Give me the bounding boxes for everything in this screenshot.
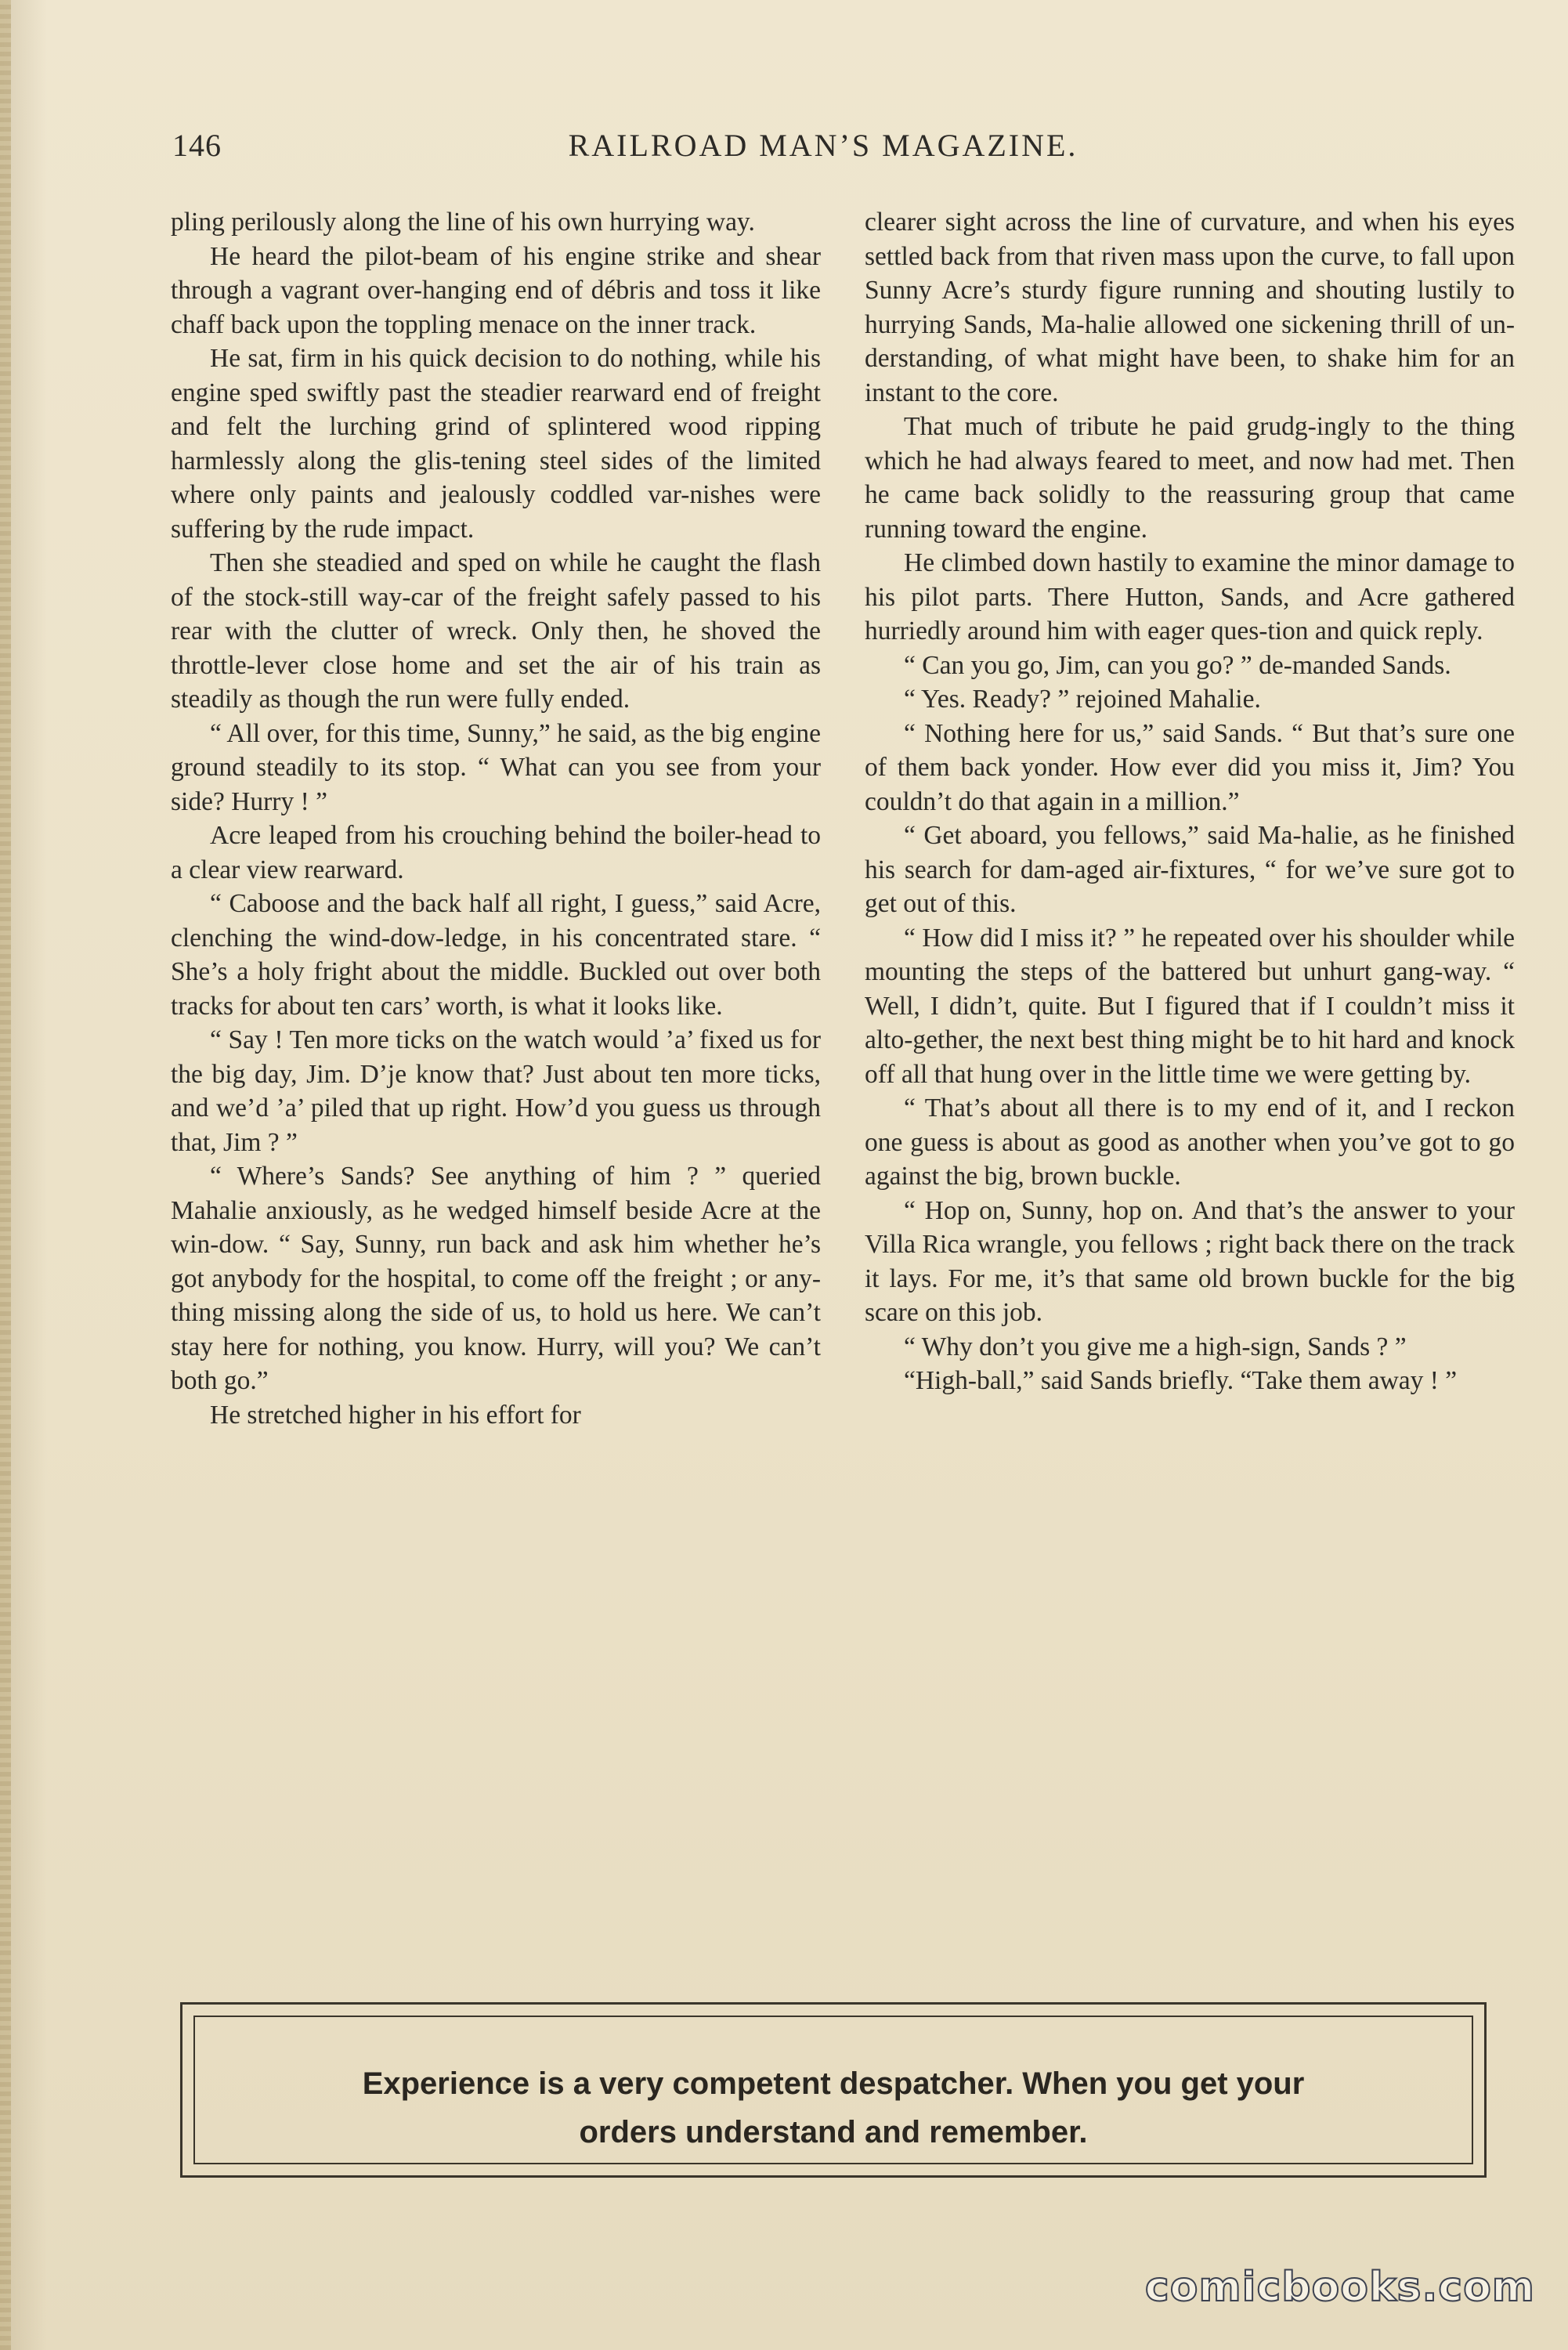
paragraph: “ Can you go, Jim, can you go? ” de-manded Sands. bbox=[904, 650, 1451, 680]
notice-inner-border bbox=[193, 2016, 1473, 2164]
binding-edge bbox=[0, 0, 11, 2350]
paragraph: “ All over, for this time, Sunny,” he said, as the big engine ground steadily to its stop. “ What can you see from your side? Hurry ! ” bbox=[171, 718, 821, 816]
notice-text bbox=[195, 2059, 1472, 2157]
paragraph: “High-ball,” said Sands briefly. “Take them away ! ” bbox=[904, 1366, 1458, 1395]
paragraph: “ How did I miss it? ” he repeated over his shoulder while mounting the steps of the battered but unhurt gang-way. “ Well, I didn’t, quite. But I figured that if I couldn’t miss it alto-gether, the next best thing might be to hit hard and knock off all that hung over in the little time we were getting by. bbox=[865, 923, 1515, 1089]
right-column bbox=[865, 205, 1515, 1398]
paragraph: “ Yes. Ready? ” rejoined Mahalie. bbox=[904, 685, 1261, 714]
paragraph: “ Why don’t you give me a high-sign, Sands ? ” bbox=[904, 1332, 1407, 1361]
left-column bbox=[171, 205, 821, 1432]
notice-box bbox=[180, 2002, 1487, 2178]
paragraph: He stretched higher in his effort for bbox=[210, 1400, 581, 1430]
paragraph: That much of tribute he paid grudg-ingly to the thing which he had always feared to meet, and now had met. Then he came back solidly to the reassuring group that came running toward the engine. bbox=[865, 412, 1515, 544]
paragraph: pling perilously along the line of his own hurrying way. bbox=[171, 208, 755, 237]
paragraph: “ That’s about all there is to my end of it, and I reckon one guess is about as good as another when you’ve got to go against the big, brown buckle. bbox=[865, 1094, 1515, 1191]
running-head bbox=[172, 127, 1482, 174]
paragraph: Acre leaped from his crouching behind the boiler-head to a clear view rearward. bbox=[171, 821, 821, 884]
paragraph: “ Where’s Sands? See anything of him ? ” queried Mahalie anxiously, as he wedged himself beside Acre at the win-dow. “ Say, Sunny, run back and ask him whether he’s got anybody for the hospital, to come off the freight ; or any-thing missing along the side of us, to hold us here. We can’t stay here for nothing, you know. Hurry, will you? We can’t both go.” bbox=[171, 1162, 821, 1395]
page-number: 146 bbox=[172, 128, 222, 163]
paragraph: “ Nothing here for us,” said Sands. “ But that’s sure one of them back yonder. How ever did you miss it, Jim? You couldn’t do that again in a million.” bbox=[865, 718, 1515, 816]
paragraph: “ Caboose and the back half all right, I guess,” said Acre, clenching the wind-dow-ledge, in his concentrated stare. “ She’s a holy fright about the middle. Buckled out over both tracks for about ten cars’ worth, is what it looks like. bbox=[171, 889, 821, 1021]
magazine-title: RAILROAD MAN’S MAGAZINE. bbox=[568, 128, 1078, 163]
paragraph: “ Say ! Ten more ticks on the watch would ’a’ fixed us for the big day, Jim. D’je know that? Just about ten more ticks, and we’d ’a’ piled that up right. How’d you guess us through that, Jim ? ” bbox=[171, 1025, 821, 1157]
paragraph: “ Hop on, Sunny, hop on. And that’s the answer to your Villa Rica wrangle, you fellows ; right back there on the track it lays. For me, it’s that same old brown buckle for the big scare on this job. bbox=[865, 1195, 1515, 1327]
paragraph: He climbed down hastily to examine the minor damage to his pilot parts. There Hutton, Sands, and Acre gathered hurriedly around him with eager ques-tion and quick reply. bbox=[865, 548, 1515, 645]
notice-line-2: orders understand and remember. bbox=[579, 2115, 1088, 2149]
notice-line-1: Experience is a very competent despatcher. When you get your bbox=[362, 2066, 1305, 2101]
paragraph: He heard the pilot-beam of his engine strike and shear through a vagrant over-hanging end of débris and toss it like chaff back upon the toppling menace on the inner track. bbox=[171, 241, 821, 339]
paragraph: Then she steadied and sped on while he caught the flash of the stock-still way-car of the freight safely passed to his rear with the clutter of wreck. Only then, he shoved the throttle-lever close home and set the air of his train as steadily as though the run were fully ended. bbox=[171, 548, 821, 714]
watermark-logo: comicbooks.com bbox=[1144, 2264, 1535, 2311]
paragraph: He sat, firm in his quick decision to do nothing, while his engine sped swiftly past the steadier rearward end of freight and felt the lurching grind of splintered wood ripping harmlessly along the glis-tening steel sides of the limited where only paints and jealously coddled var-nishes were suffering by the rude impact. bbox=[171, 344, 821, 544]
paragraph: clearer sight across the line of curvature, and when his eyes settled back from that riven mass upon the curve, to fall upon Sunny Acre’s sturdy figure running and shouting lustily to hurrying Sands, Ma-halie allowed one sickening thrill of un-derstanding, of what might have been, to shake him for an instant to the core. bbox=[865, 208, 1515, 407]
paragraph: “ Get aboard, you fellows,” said Ma-halie, as he finished his search for dam-aged air-fixtures, “ for we’ve sure got to get out of this. bbox=[865, 821, 1515, 918]
